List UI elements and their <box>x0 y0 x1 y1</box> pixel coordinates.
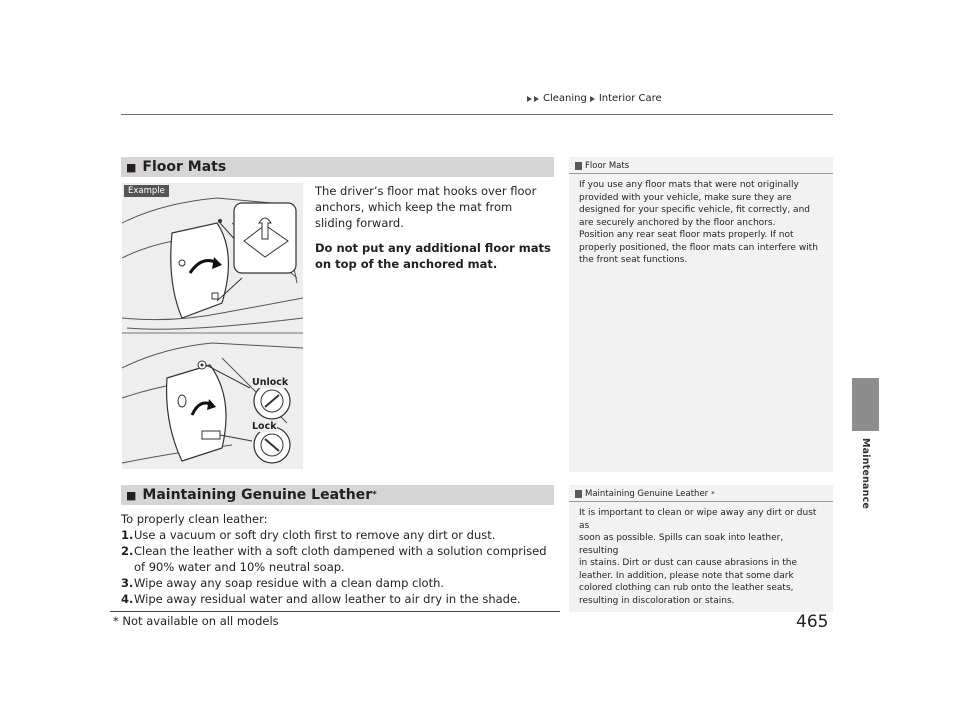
step-number: 3. <box>121 576 134 590</box>
section-marker-icon: ■ <box>126 160 137 174</box>
lock-label: Lock <box>252 421 277 432</box>
header-divider <box>121 114 833 115</box>
page-number: 465 <box>796 612 829 632</box>
chapter-tab-text: Maintenance <box>860 438 871 510</box>
step-number: 1. <box>121 528 134 542</box>
unlock-label: Unlock <box>252 377 289 388</box>
leather-heading <box>121 485 554 505</box>
step-text: Wipe away residual water and allow leather to air dry in the shade. <box>134 592 521 606</box>
floor-mats-note <box>569 157 833 472</box>
leather-heading-text: Maintaining Genuine Leather <box>142 487 373 503</box>
floor-mats-warning: Do not put any additional floor mats on top of the anchored mat. <box>315 241 551 271</box>
example-label: Example <box>124 185 169 197</box>
step-number: 2. <box>121 544 134 558</box>
availability-star: * <box>711 489 715 498</box>
breadcrumb-arrow-icon <box>534 96 539 102</box>
chapter-tab[interactable] <box>852 378 879 431</box>
breadcrumb-arrow-icon <box>590 96 595 102</box>
availability-star: * <box>372 490 377 500</box>
floor-mats-body <box>315 183 553 281</box>
floor-mats-note-header <box>569 157 833 171</box>
step-text: Use a vacuum or soft dry cloth first to remove any dirt or dust. <box>134 528 496 542</box>
leather-step <box>121 527 561 543</box>
floor-mats-heading <box>121 157 554 177</box>
chapter-tab-label <box>852 438 879 508</box>
leather-instructions <box>121 511 561 607</box>
leather-step <box>121 543 561 575</box>
step-text: Wipe away any soap residue with a clean damp cloth. <box>134 576 445 590</box>
floor-mats-note-text: If you use any floor mats that were not originally provided with your vehicle, make sure they are designed for your specific vehicle, fit correctly, and are securely anchored by the floor anchors. Position any rear seat floor mats properly. If not properly positioned, the floor mats can interfere with the front seat functions. <box>579 180 818 265</box>
leather-step <box>121 575 561 591</box>
section-marker-icon: ■ <box>126 488 137 502</box>
breadcrumb <box>527 93 662 104</box>
footnote: * Not available on all models <box>113 614 279 628</box>
leather-note <box>569 485 833 612</box>
footer-divider <box>110 611 560 612</box>
floor-mats-heading-text: Floor Mats <box>142 159 227 175</box>
breadcrumb-arrow-icon <box>527 96 532 102</box>
note-reference-icon <box>575 490 582 498</box>
step-number: 4. <box>121 592 134 606</box>
breadcrumb-subsection[interactable]: Interior Care <box>598 93 662 104</box>
floor-mat-illustration <box>122 183 303 469</box>
note-reference-icon <box>575 162 582 170</box>
leather-note-header <box>569 485 833 499</box>
leather-intro: To properly clean leather: <box>121 512 268 526</box>
breadcrumb-section[interactable]: Cleaning <box>543 93 587 104</box>
step-text: Clean the leather with a soft cloth dampened with a solution comprised of 90% water and 10% neutral soap. <box>134 544 547 574</box>
floor-mats-note-title: Floor Mats <box>585 160 630 171</box>
floor-mats-description: The driver’s floor mat hooks over floor anchors, which keep the mat from sliding forward. <box>315 184 537 230</box>
leather-note-text: It is important to clean or wipe away any dirt or dust as soon as possible. Spills can soak into leather, resulting in stains. Dirt or dust can cause abrasions in the leather. In addition, please note that some dark colored clothing can rub onto the leather seats, resulting in discoloration or stains. <box>579 508 817 606</box>
leather-note-title: Maintaining Genuine Leather <box>585 488 709 499</box>
leather-step <box>121 591 561 607</box>
